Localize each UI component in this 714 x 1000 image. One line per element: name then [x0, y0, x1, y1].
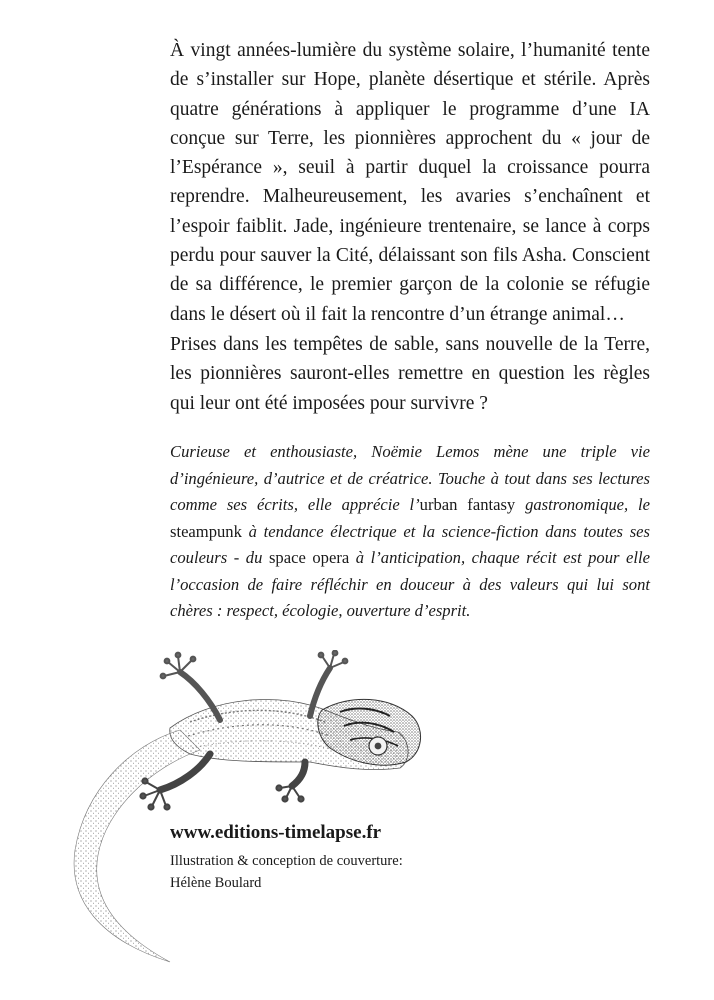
synopsis-paragraph-2: Prises dans les tempêtes de sable, sans nouvelle de la Terre, les pionnières sauront-elles remettre en question les règles qui leur ont été imposées pour survivre ?: [170, 334, 650, 414]
genre-term: space opera: [268, 548, 350, 567]
illustration-credit-label: Illustration & conception de couverture:: [170, 853, 403, 869]
author-bio: [170, 439, 650, 625]
genre-term: steampunk: [170, 521, 242, 541]
bio-text: à tendance électrique et la science-fiction dans toutes ses couleurs - du: [170, 521, 650, 567]
back-cover-text: [170, 36, 650, 656]
publisher-website-link[interactable]: www.editions-timelapse.fr: [170, 822, 382, 843]
publisher-footer: [170, 820, 590, 894]
bio-text: à l’anticipation, chaque récit est pour elle l’occasion de faire réfléchir en douceur à des valeurs qui lui sont chères : respect, écologie, ouverture d’esprit.: [170, 548, 650, 620]
gecko-illustration: [60, 650, 440, 970]
bio-text: Curieuse et enthousiaste, Noëmie Lemos mène une triple vie d’ingénieure, d’autrice et de créatrice. Touche à tout dans ses lectures comme ses écrits, elle apprécie l’: [170, 442, 650, 514]
bio-text: gastronomique, le: [515, 495, 650, 514]
illustrator-name: Hélène Boulard: [170, 875, 262, 891]
genre-term: urban fantasy: [419, 495, 516, 514]
synopsis-paragraph-1: À vingt années-lumière du système solaire, l’humanité tente de s’installer sur Hope, planète désertique et stérile. Après quatre générations à appliquer le programme d’une IA conçue sur Terre, les pionnières approchent du « jour de l’Espérance », seuil à partir duquel la croissance pourra reprendre. Malheureusement, les avaries s’enchaînent et l’espoir faiblit. Jade, ingénieure trentenaire, se lance à corps perdu pour sauver la Cité, délaissant son fils Asha. Conscient de sa différence, le premier garçon de la colonie se réfugie dans le désert où il fait la rencontre d’un étrange animal…: [170, 40, 650, 325]
